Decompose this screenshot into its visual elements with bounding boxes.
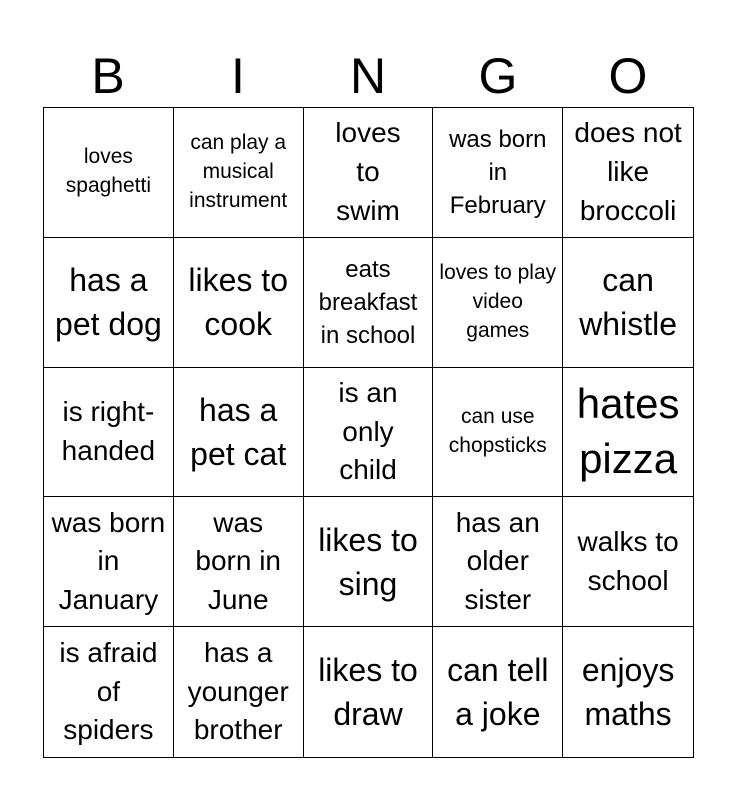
cell-text: eats breakfast in school	[318, 255, 418, 349]
cell-text: hates pizza	[576, 380, 680, 482]
bingo-cell[interactable]	[563, 497, 693, 627]
bingo-cell[interactable]	[304, 497, 434, 627]
bingo-cell[interactable]	[44, 368, 174, 498]
bingo-cell[interactable]	[563, 238, 693, 368]
bingo-header	[43, 46, 693, 106]
bingo-cell[interactable]	[563, 108, 693, 238]
cell-text: loves spaghetti	[65, 145, 151, 198]
bingo-cell[interactable]	[304, 238, 434, 368]
bingo-cell[interactable]	[433, 368, 563, 498]
header-letter-n: N	[349, 48, 387, 104]
header-letter-b: B	[91, 48, 125, 104]
bingo-cell[interactable]	[433, 108, 563, 238]
cell-text: does not like broccoli	[574, 117, 682, 226]
cell-text: was born in January	[51, 506, 166, 616]
cell-text: can tell a joke	[447, 651, 549, 733]
bingo-cell[interactable]	[304, 108, 434, 238]
cell-text: enjoys maths	[581, 651, 675, 733]
cell-text: was born in February	[449, 125, 547, 219]
cell-text: walks to school	[577, 526, 679, 596]
cell-text: likes to sing	[318, 521, 418, 602]
bingo-cell[interactable]	[174, 238, 304, 368]
cell-text: has a pet dog	[55, 262, 162, 343]
cell-text: likes to draw	[318, 651, 418, 733]
bingo-cell[interactable]	[44, 627, 174, 757]
cell-text: can play a musical instrument	[189, 130, 288, 212]
cell-text: has a younger brother	[187, 637, 289, 746]
cell-text: is right-handed	[61, 396, 156, 466]
bingo-cell[interactable]	[563, 368, 693, 498]
header-letter-i: I	[231, 48, 245, 104]
cell-text: loves to play video games	[439, 260, 557, 342]
header-letter-g: G	[478, 48, 518, 104]
bingo-cell[interactable]	[44, 497, 174, 627]
cell-text: loves to swim	[335, 117, 401, 226]
bingo-cell[interactable]	[433, 238, 563, 368]
cell-text: likes to cook	[188, 262, 288, 343]
bingo-cell[interactable]	[44, 108, 174, 238]
bingo-cell[interactable]	[304, 368, 434, 498]
bingo-board	[43, 107, 694, 758]
bingo-cell[interactable]	[174, 497, 304, 627]
cell-text: was born in June	[195, 506, 281, 616]
cell-text: can whistle	[579, 262, 677, 343]
bingo-cell[interactable]	[174, 627, 304, 757]
cell-text: is afraid of spiders	[59, 637, 158, 746]
bingo-cell[interactable]	[174, 108, 304, 238]
cell-text: has an older sister	[455, 506, 540, 616]
cell-text: can use chopsticks	[448, 405, 547, 457]
cell-text: has a pet cat	[190, 391, 287, 472]
bingo-cell[interactable]	[174, 368, 304, 498]
bingo-cell[interactable]	[433, 627, 563, 757]
bingo-cell[interactable]	[563, 627, 693, 757]
header-letter-o: O	[608, 48, 648, 104]
bingo-cell[interactable]	[44, 238, 174, 368]
bingo-cell[interactable]	[433, 497, 563, 627]
cell-text: is an only child	[338, 377, 398, 486]
bingo-cell[interactable]	[304, 627, 434, 757]
